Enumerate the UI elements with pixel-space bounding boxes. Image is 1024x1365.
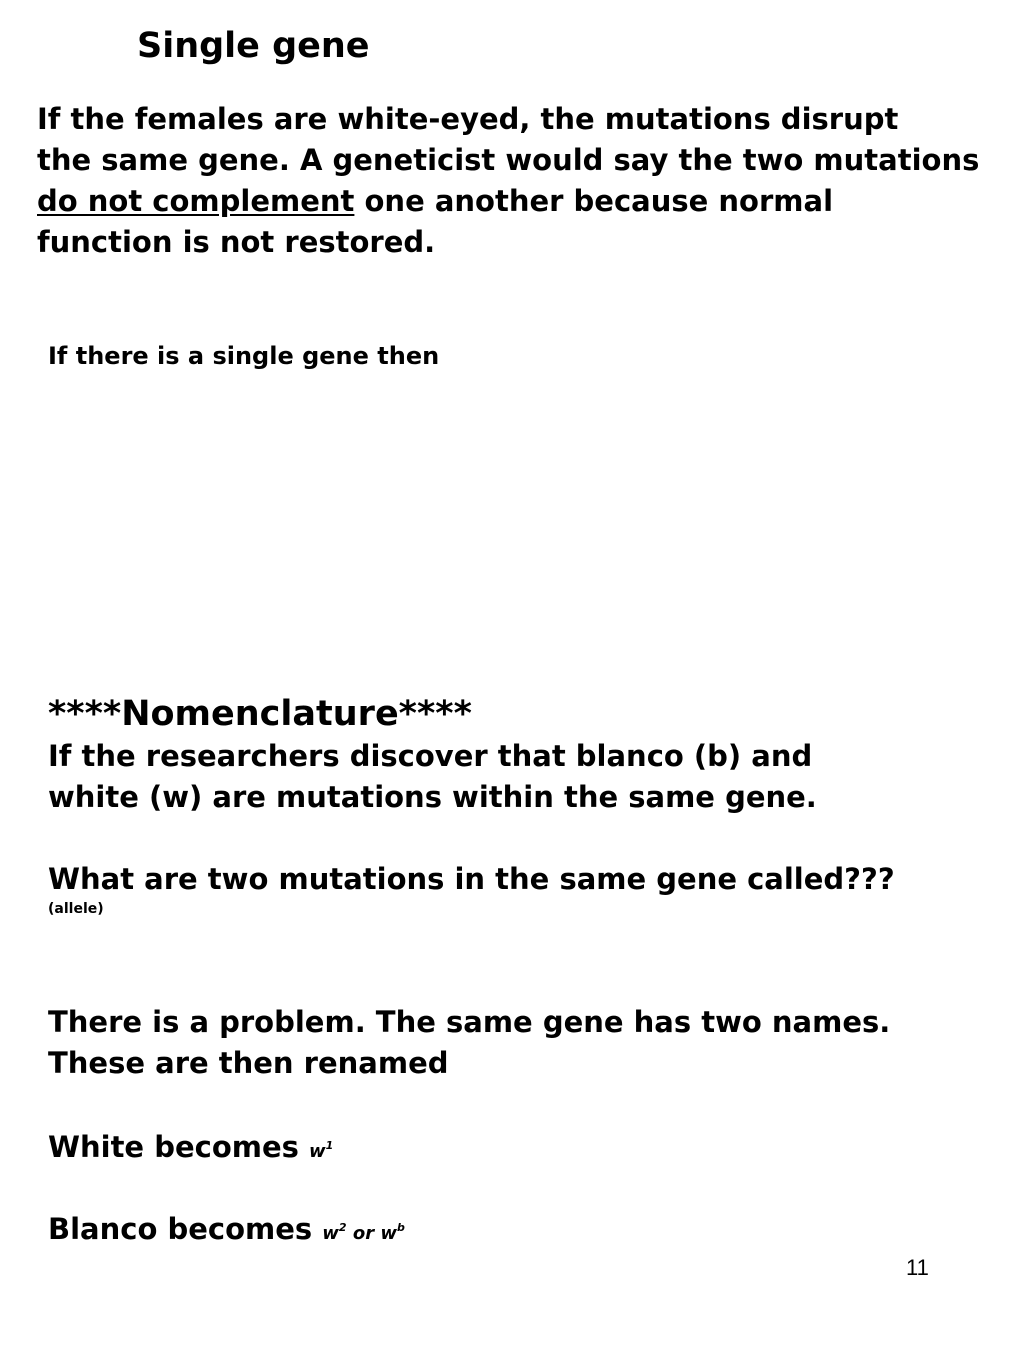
blanco-superscript-b: b bbox=[396, 1221, 405, 1234]
underlined-term: do not complement bbox=[37, 184, 355, 218]
problem-line-2: These are then renamed bbox=[48, 1046, 449, 1080]
allele-answer: (allele) bbox=[48, 901, 104, 917]
white-label: White becomes bbox=[48, 1130, 309, 1164]
intro-line-1: If the females are white-eyed, the mutations disrupt bbox=[37, 102, 899, 136]
blanco-rename-line bbox=[48, 1207, 405, 1254]
intro-line-4: function is not restored. bbox=[37, 225, 436, 259]
nomenclature-heading: ****Nomenclature**** bbox=[48, 694, 472, 734]
intro-line-3-rest: one another because normal bbox=[354, 184, 834, 218]
problem-line-1: There is a problem. The same gene has two names. bbox=[48, 1005, 891, 1039]
white-superscript: 1 bbox=[325, 1139, 334, 1152]
blanco-label: Blanco becomes bbox=[48, 1212, 323, 1246]
white-rename-line bbox=[48, 1125, 333, 1172]
intro-paragraph bbox=[37, 99, 1012, 263]
problem-paragraph bbox=[48, 1002, 890, 1084]
blanco-superscript-a: 2 bbox=[338, 1221, 347, 1234]
blanco-symbol: $w^2$ or $w^b$ bbox=[322, 1221, 405, 1244]
intro-line-3 bbox=[37, 181, 1012, 222]
intro-line-2: the same gene. A geneticist would say the two mutations bbox=[37, 143, 980, 177]
allele-question: What are two mutations in the same gene called??? bbox=[48, 862, 895, 896]
nomenclature-paragraph bbox=[48, 736, 817, 818]
nomenclature-line-2: white (w) are mutations within the same gene. bbox=[48, 780, 817, 814]
white-symbol: $w^1$ bbox=[309, 1139, 334, 1162]
nomenclature-line-1: If the researchers discover that blanco (b) and bbox=[48, 739, 813, 773]
page-title: Single gene bbox=[137, 26, 370, 66]
page-number: 11 bbox=[906, 1255, 929, 1280]
single-gene-prompt: If there is a single gene then bbox=[48, 342, 440, 370]
